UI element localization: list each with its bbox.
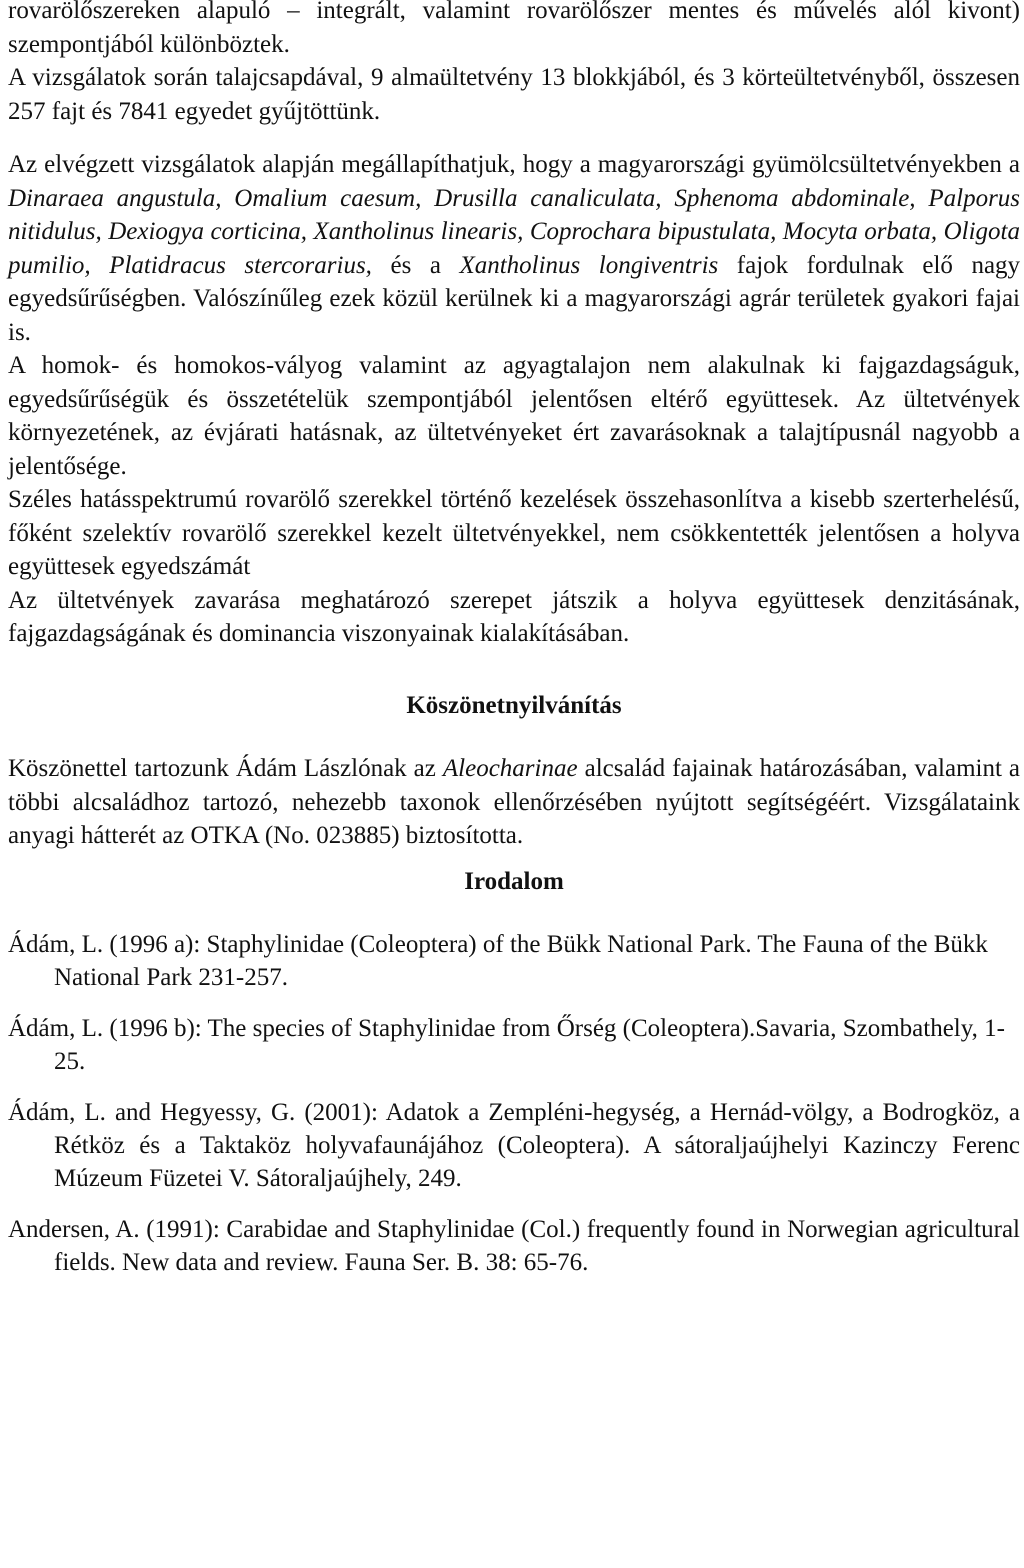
- references-heading: Irodalom: [464, 867, 564, 895]
- species-name: Dexiogya corticina,: [108, 218, 307, 245]
- species-name: Oligota pumilio,: [8, 218, 1020, 279]
- species-name: Platidracus stercorarius,: [109, 251, 372, 279]
- acknowledgement-heading: Köszönetnyilvánítás: [406, 691, 622, 719]
- species-name: Mocyta orbata,: [782, 218, 938, 245]
- reference-item: Ádám, L. (1996 b): The species of Staphylinidae from Őrség (Coleoptera).Savaria, Szombathely, 1-25.: [8, 1015, 1005, 1075]
- paragraph-intro-end: rovarölőszereken alapuló – integrált, valamint rovarölőszer mentes és művelés alól kivont) szempontjából különböztek.: [8, 0, 1020, 58]
- species-name: Xantholinus linearis,: [313, 218, 524, 245]
- species-name: Dinaraea angustula,: [8, 184, 222, 212]
- document-page: [8, 0, 1020, 1297]
- species-name: Palporus nitidulus,: [8, 184, 1021, 245]
- acknowledgement-text-part: Köszönettel tartozunk Ádám Lászlónak az: [8, 755, 436, 782]
- acknowledgement-text-part: alcsalád fajainak határozásában, valamint a többi alcsaládhoz tartozó, nehezebb taxonok ellenőrzésében nyújtott segítségéért. Vizsgálataink anyagi hátterét az OTKA (No. 023885) biztosította.: [8, 755, 1021, 849]
- species-name: Coprochara bipustulata,: [529, 218, 777, 245]
- species-intro-text: Az elvégzett vizsgálatok alapján megállapíthatjuk, hogy a magyarországi gyümölcsültetvényekben a: [8, 151, 1020, 178]
- paragraph-disturbance: Az ültetvények zavarása meghatározó szerepet játszik a holyva együttesek denzitásának, fajgazdagságának és dominancia viszonyainak kialakításában.: [8, 586, 1020, 647]
- reference-item: Ádám, L. and Hegyessy, G. (2001): Adatok a Zempléni-hegység, a Hernád-völgy, a Bodrogköz, a Rétköz és a Taktaköz holyvafaunájához (Coleoptera). A sátoraljaújhelyi Kazinczy Ferenc Múzeum Füzetei V. Sátoraljaújhely, 249.: [8, 1099, 1020, 1192]
- species-conclusion-text: fajok fordulnak elő nagy egyedsűrűségben. Valószínűleg ezek közül kerülnek ki a magyarországi agrár területek gyakori fajai is.: [8, 251, 1021, 346]
- acknowledgement-text: [8, 752, 1020, 853]
- species-name: Sphenoma abdominale,: [674, 184, 916, 212]
- paragraph-species-findings: [8, 148, 1020, 349]
- reference-item: Andersen, A. (1991): Carabidae and Staphylinidae (Col.) frequently found in Norwegian agricultural fields. New data and review. Fauna Ser. B. 38: 65-76.: [8, 1216, 1020, 1276]
- paragraph-sampling: A vizsgálatok során talajcsapdával, 9 almaültetvény 13 blokkjából, és 3 körteültetvényből, összesen 257 fajt és 7841 egyedet gyűjtöttünk.: [8, 64, 1020, 125]
- paragraph-insecticide-effect: Széles hatásspektrumú rovarölő szerekkel történő kezelések összehasonlítva a kisebb szerterhelésű, főként szelektív rovarölő szerekkel kezelt ültetvényekkel, nem csökkentették jelentősen a holyva együttesek egyedszámát: [8, 486, 1020, 580]
- species-name: Drusilla canaliculata,: [434, 184, 662, 212]
- species-name: Omalium caesum,: [234, 184, 422, 212]
- reference-item: Ádám, L. (1996 a): Staphylinidae (Coleoptera) of the Bükk National Park. The Fauna of the Bükk National Park 231-257.: [8, 931, 988, 991]
- species-name: Xantholinus longiventris: [459, 251, 719, 279]
- paragraph-soil-types: A homok- és homokos-vályog valamint az agyagtalajon nem alakulnak ki fajgazdagságuk, egyedsűrűségük és összetételük szempontjából jelentősen eltérő együttesek. Az ültetvények környezetének, az évjárati hatásnak, az ültetvényeket ért zavarásoknak a talajtípusnál nagyobb a jelentősége.: [8, 352, 1020, 480]
- taxon-name: Aleocharinae: [442, 755, 578, 782]
- species-joiner: és a: [390, 251, 441, 279]
